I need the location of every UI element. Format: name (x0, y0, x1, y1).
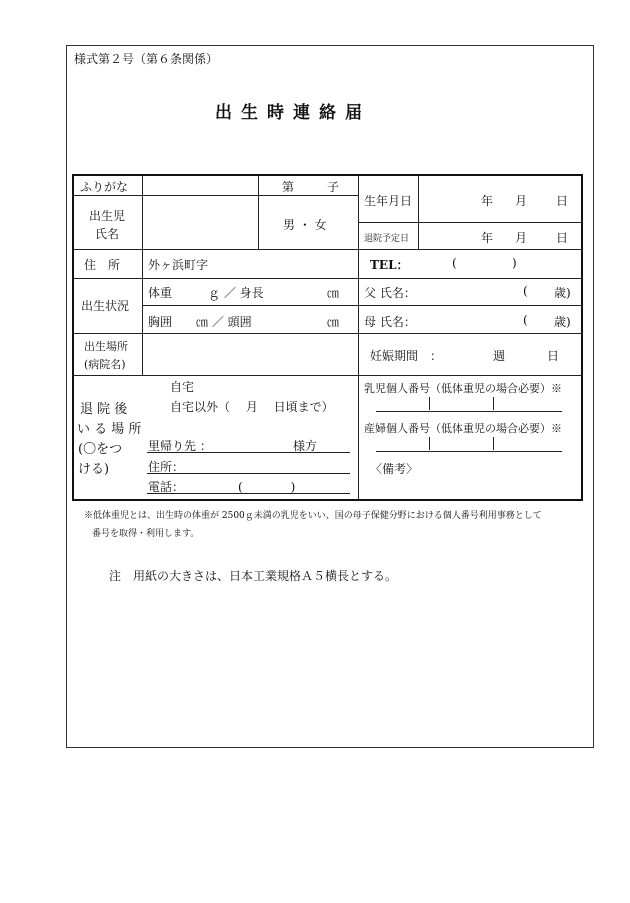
pregnancy-period-label: 妊娠期間 ： (370, 349, 443, 363)
after-discharge-label-2: い る 場 所 (77, 422, 142, 437)
birth-year-unit: 年 (481, 194, 494, 208)
tel-label: TEL： (370, 258, 409, 272)
father-age-open: ( (523, 284, 528, 298)
hospital-label: (病院名) (84, 358, 126, 371)
infant-number-label: 乳児個人番号（低体重児の場合必要）※ (364, 382, 562, 395)
child-name-label: 出生児 (89, 209, 126, 223)
jusho-underline (147, 473, 350, 474)
mother-number-divider (429, 437, 430, 450)
paper-size-note: 注 用紙の大きさは、日本工業規格Ａ５横長とする。 (109, 569, 398, 583)
after-discharge-label-3: (〇をつ (78, 442, 123, 457)
row-line (73, 195, 359, 196)
birth-date-label: 生年月日 (364, 194, 413, 208)
birth-month-unit: 月 (515, 194, 528, 208)
address-label: 住 所 (84, 258, 121, 272)
after-discharge-label-1: 退 院 後 (80, 402, 128, 417)
address-value: 外ヶ浜町字 (148, 258, 209, 272)
father-name-label: 父 氏名： (364, 286, 416, 300)
form-number: 様式第２号（第６条関係） (74, 52, 219, 66)
tel-paren-close: ) (512, 256, 517, 270)
row-line (73, 333, 582, 334)
discharge-day-unit: 日 (556, 231, 569, 245)
col-line (142, 175, 143, 375)
denwa-label: 電話： (148, 480, 185, 494)
tel-paren-open: ( (452, 256, 457, 270)
furigana-label: ふりがな (80, 180, 129, 194)
row-line (73, 375, 582, 376)
chest-head-label: 胸囲 ㎝ ／ 頭囲 (148, 315, 252, 329)
cm-unit-2: ㎝ (327, 315, 340, 329)
child-name-label-2: 氏名 (95, 227, 120, 241)
denwa-paren: ( ) (238, 480, 296, 494)
option-not-home[interactable]: 自宅以外（ 月 日頃まで） (170, 400, 334, 414)
jusho-label: 住所： (148, 460, 185, 474)
satogaeri-label: 里帰り先 ： (148, 439, 212, 453)
mother-age-open: ( (523, 313, 528, 327)
pregnancy-week-unit: 週 (493, 349, 506, 363)
cm-unit-1: ㎝ (327, 286, 340, 300)
ko-label: 子 (327, 180, 340, 194)
birth-place-label: 出生場所 (84, 340, 128, 353)
mother-age-unit: 歳) (554, 315, 571, 329)
discharge-year-unit: 年 (481, 231, 494, 245)
footnote-2: 番号を取得・利用します。 (92, 529, 200, 539)
col-line (358, 175, 359, 499)
dai-label: 第 (282, 180, 295, 194)
row-line (73, 278, 582, 279)
row-line (73, 249, 582, 250)
denwa-underline (147, 493, 350, 494)
col-line (258, 175, 259, 249)
birth-status-label: 出生状況 (81, 299, 130, 313)
discharge-month-unit: 月 (515, 231, 528, 245)
footnote-1: ※低体重児とは、出生時の体重が 2500ｇ未満の乳児をいい、国の母子保健分野における個人番号利用事務として (84, 511, 542, 521)
page-title: 出生時連絡届 (215, 103, 371, 123)
row-line (143, 305, 582, 306)
infant-number-divider (493, 397, 494, 410)
infant-number-divider (429, 397, 430, 410)
discharge-date-label: 退院予定日 (364, 234, 410, 244)
father-age-unit: 歳) (554, 286, 571, 300)
option-home[interactable]: 自宅 (170, 380, 195, 394)
birth-day-unit: 日 (556, 194, 569, 208)
row-line (358, 222, 582, 223)
col-line (418, 175, 419, 249)
infant-number-underline (376, 411, 562, 412)
mother-number-underline (376, 451, 562, 452)
after-discharge-label-4: ける) (78, 462, 110, 477)
pregnancy-day-unit: 日 (547, 349, 560, 363)
mother-number-label: 産婦個人番号（低体重児の場合必要）※ (364, 422, 562, 435)
sama-label: 様方 (293, 439, 318, 453)
sex-select[interactable]: 男 ・ 女 (283, 218, 327, 232)
weight-height-label: 体重 ｇ ／ 身長 (148, 286, 264, 300)
mother-name-label: 母 氏名： (364, 315, 416, 329)
mother-number-divider (493, 437, 494, 450)
satogaeri-underline (147, 452, 350, 453)
remarks-label: 〈備考〉 (370, 462, 419, 476)
